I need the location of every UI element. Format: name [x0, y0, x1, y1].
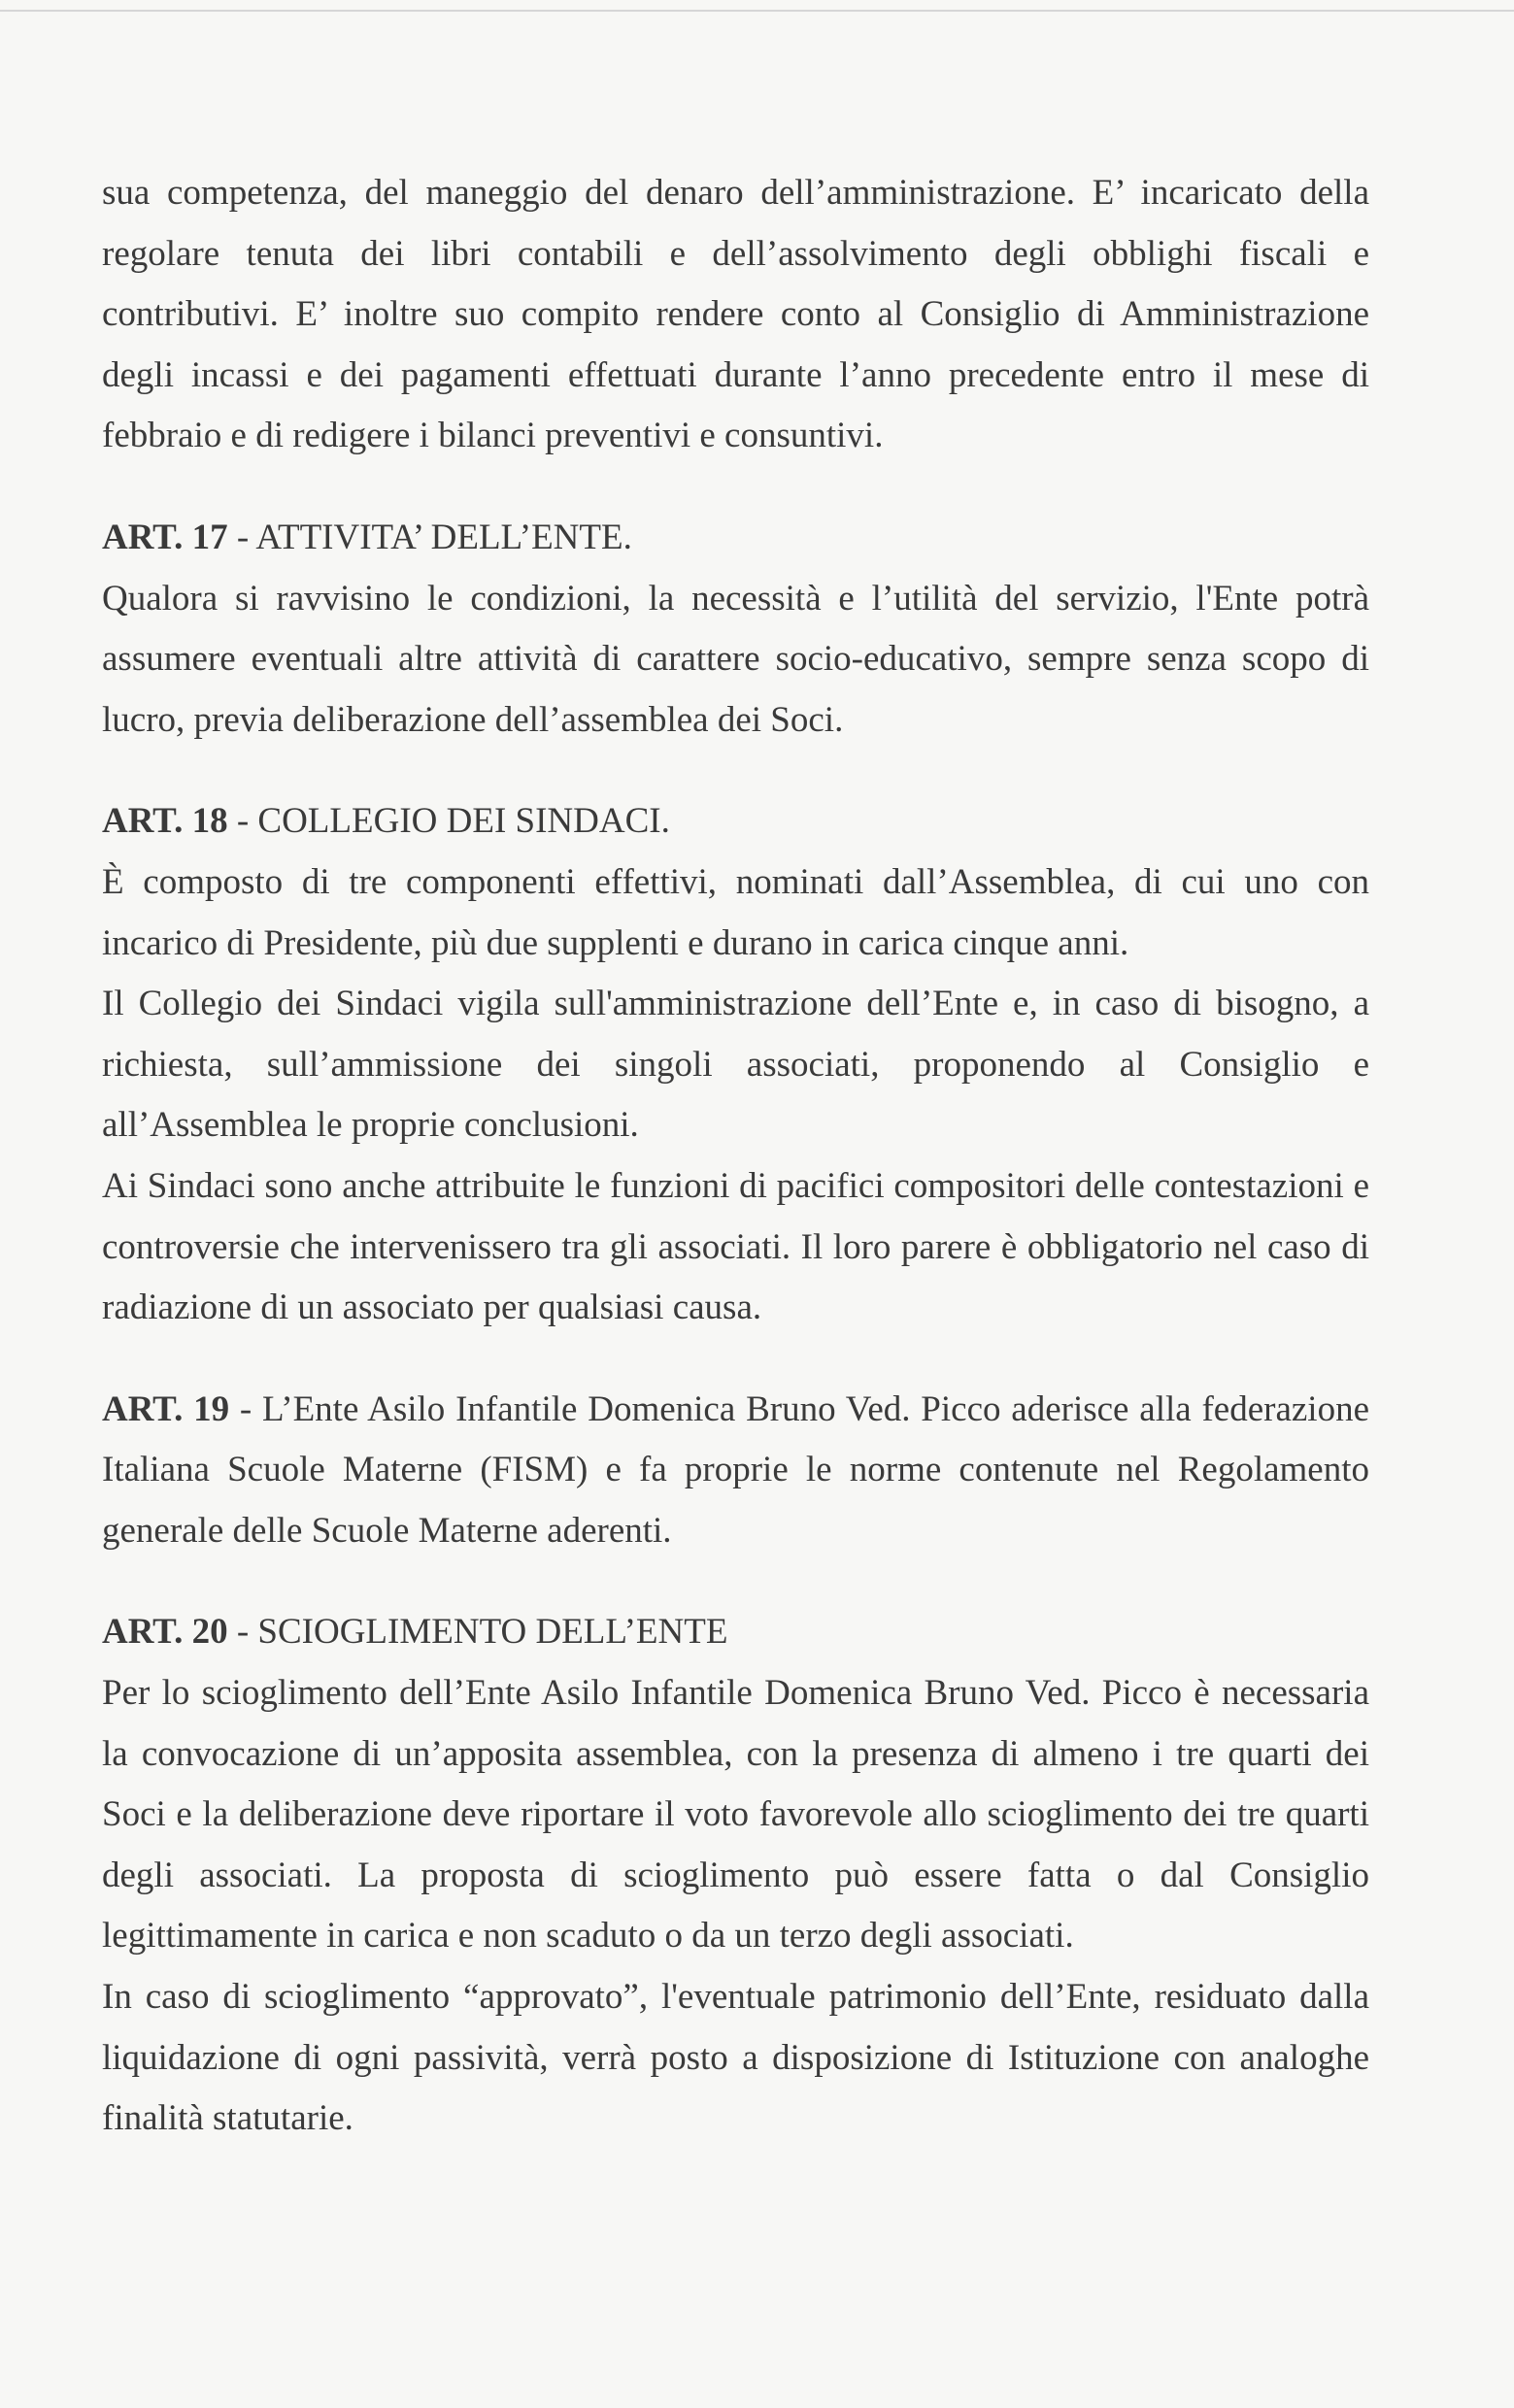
document-page	[102, 163, 1369, 2150]
article-20-heading	[102, 1602, 1369, 1663]
article-19-paragraph	[102, 1380, 1369, 1562]
article-20-number: ART. 20	[102, 1612, 228, 1653]
article-20-separator: -	[227, 1612, 258, 1653]
section-gap	[102, 1339, 1369, 1380]
article-18	[102, 791, 1369, 1338]
article-20-paragraph: In caso di scioglimento “approvato”, l'eventuale patrimonio dell’Ente, residuato dalla liquidazione di ogni passività, verrà posto a disposizione di Istituzione con analoghe finalità statutarie.	[102, 1977, 1369, 2139]
section-gap	[102, 1561, 1369, 1602]
article-18-number: ART. 18	[102, 801, 228, 842]
opening-section	[102, 163, 1369, 467]
article-19-text: L’Ente Asilo Infantile Domenica Bruno Ved. Picco aderisce alla federazione Italiana Scuole Materne (FISM) e fa proprie le norme contenute nel Regolamento generale delle Scuole Materne aderenti.	[102, 1388, 1369, 1551]
article-20-title: SCIOGLIMENTO DELL’ENTE	[257, 1612, 728, 1653]
article-17-heading	[102, 508, 1369, 569]
article-19-number: ART. 19	[102, 1388, 230, 1429]
article-20	[102, 1602, 1369, 2149]
article-20-paragraph: Per lo scioglimento dell’Ente Asilo Infantile Domenica Bruno Ved. Picco è necessaria la convocazione di un’apposita assemblea, con la presenza di almeno i tre quarti dei Soci e la deliberazione deve riportare il voto favorevole allo scioglimento dei tre quarti degli associati. La proposta di scioglimento può essere fatta o dal Consiglio legittimamente in carica e non scaduto o da un terzo degli associati.	[102, 1673, 1369, 1956]
article-18-paragraph: Il Collegio dei Sindaci vigila sull'amministrazione dell’Ente e, in caso di bisogno, a richiesta, sull’ammissione dei singoli associati, proponendo al Consiglio e all’Assemblea le proprie conclusioni.	[102, 984, 1369, 1146]
article-18-title: COLLEGIO DEI SINDACI.	[257, 801, 670, 842]
article-19-separator: -	[229, 1388, 263, 1429]
opening-paragraph: sua competenza, del maneggio del denaro dell’amministrazione. E’ incaricato della regolare tenuta dei libri contabili e dell’assolvimento degli obblighi fiscali e contributivi. E’ inoltre suo compito rendere conto al Consiglio di Amministrazione degli incassi e dei pagamenti effettuati durante l’anno precedente entro il mese di febbraio e di redigere i bilanci preventivi e consuntivi.	[102, 173, 1369, 456]
article-17-title: ATTIVITA’ DELL’ENTE.	[255, 517, 632, 557]
article-18-heading	[102, 791, 1369, 853]
article-19	[102, 1380, 1369, 1562]
article-18-separator: -	[227, 801, 258, 842]
article-18-paragraph: Ai Sindaci sono anche attribuite le funzioni di pacifici compositori delle contestazioni e controversie che intervenissero tra gli associati. Il loro parere è obbligatorio nel caso di radiazione di un associato per qualsiasi causa.	[102, 1165, 1369, 1328]
article-17-number: ART. 17	[102, 517, 228, 557]
article-17	[102, 508, 1369, 751]
scan-edge-line	[0, 10, 1514, 12]
article-18-paragraph: È composto di tre componenti effettivi, nominati dall’Assemblea, di cui uno con incarico di Presidente, più due supplenti e durano in carica cinque anni.	[102, 861, 1369, 963]
article-17-paragraph: Qualora si ravvisino le condizioni, la necessità e l’utilità del servizio, l'Ente potrà assumere eventuali altre attività di carattere socio-educativo, sempre senza scopo di lucro, previa deliberazione dell’assemblea dei Soci.	[102, 578, 1369, 740]
article-17-separator: -	[227, 517, 256, 557]
section-gap	[102, 751, 1369, 791]
section-gap	[102, 467, 1369, 508]
